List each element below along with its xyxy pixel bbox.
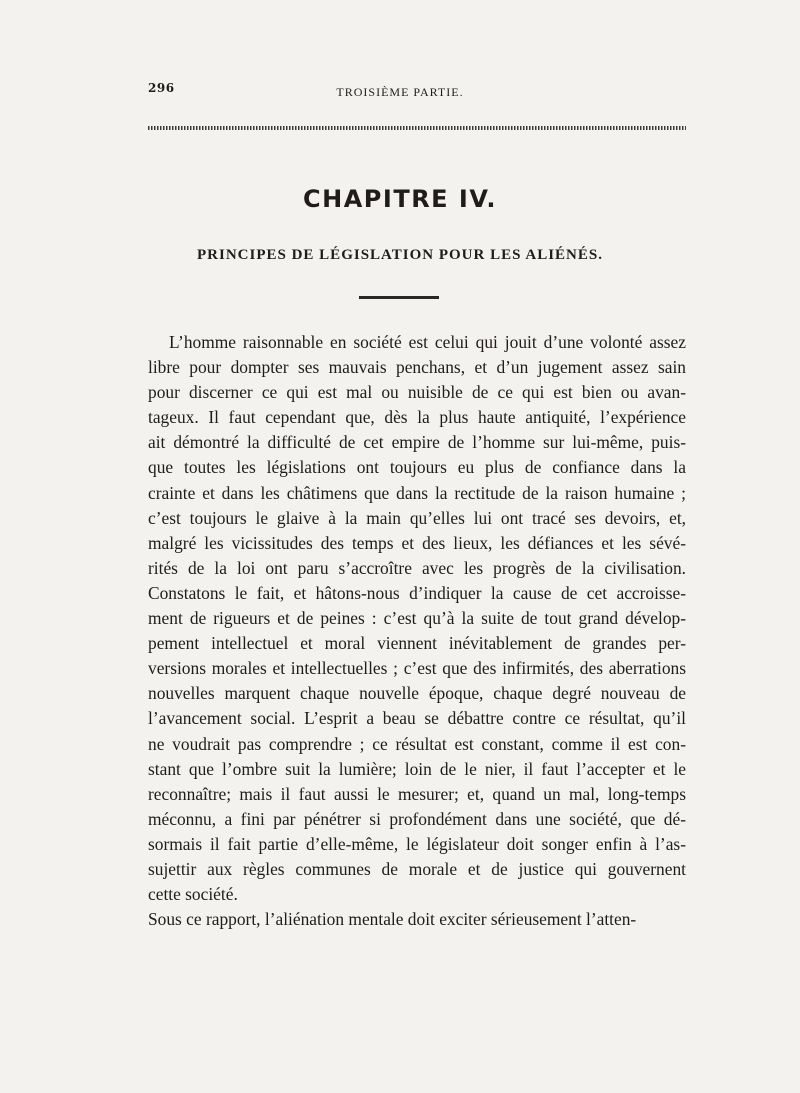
text-line: sujettir aux règles communes de morale et de justice qui gouvernent [148,858,686,879]
text-line: tageux. Il faut cependant que, dès la plus haute antiquité, l’expérience [148,407,686,428]
section-divider [359,296,439,299]
text-line: rités de la loi ont paru s’accroître avec les progrès de la civilisation. [148,557,686,578]
text-line: Sous ce rapport, l’aliénation mentale doit exciter sérieusement l’atten- [148,909,637,930]
text-line: que toutes les législations ont toujours eu plus de confiance dans la [148,457,686,478]
text-line: c’est toujours le glaive à la main qu’elles lui ont tracé ses devoirs, et, [148,507,686,528]
page-number: 296 [148,81,175,95]
text-line: nouvelles marquent chaque nouvelle époque, chaque degré nouveau de [148,683,686,704]
text-line: pement intellectuel et moral viennent inévitablement de grandes per- [148,633,686,654]
text-line: ment de rigueurs et de peines : c’est qu’à la suite de tout grand dévelop- [148,608,686,629]
text-line: cette société. [148,884,238,905]
text-line: méconnu, a fini par pénétrer si profondément dans une société, que dé- [148,808,686,829]
text-line: libre pour dompter ses mauvais penchans, et d’un jugement assez sain [148,357,686,378]
chapter-title: CHAPITRE IV. [303,185,497,213]
text-line: crainte et dans les châtimens que dans la rectitude de la raison humaine ; [148,482,686,503]
text-line: l’avancement social. L’esprit a beau se débattre contre ce résultat, qu’il [148,708,686,729]
text-line: versions morales et intellectuelles ; c’est que des infirmités, des aberrations [148,658,686,679]
text-line: stant que l’ombre suit la lumière; loin de le nier, il faut l’accepter et le [148,758,686,779]
text-line: reconnaître; mais il faut aussi le mesurer; et, quand un mal, long-temps [148,783,686,804]
text-line: pour discerner ce qui est mal ou nuisible de ce qui est bien ou avan- [148,382,686,403]
chapter-subtitle: PRINCIPES DE LÉGISLATION POUR LES ALIÉNÉS. [197,247,603,263]
ornamental-rule [148,126,686,130]
text-line: Constatons le fait, et hâtons-nous d’indiquer la cause de cet accroisse- [148,582,686,603]
body-text [148,330,686,932]
text-line: malgré les vicissitudes des temps et des lieux, les défiances et les sévé- [148,532,686,553]
text-line: ait démontré la difficulté de cet empire de l’homme sur lui-même, puis- [148,432,686,453]
text-line: ne voudrait pas comprendre ; ce résultat est constant, comme il est con- [148,733,686,754]
running-head: TROISIÈME PARTIE. [336,85,464,99]
text-line: sormais il fait partie d’elle-même, le législateur doit songer enfin à l’as- [148,833,686,854]
text-line: L’homme raisonnable en société est celui qui jouit d’une volonté assez [169,332,686,352]
